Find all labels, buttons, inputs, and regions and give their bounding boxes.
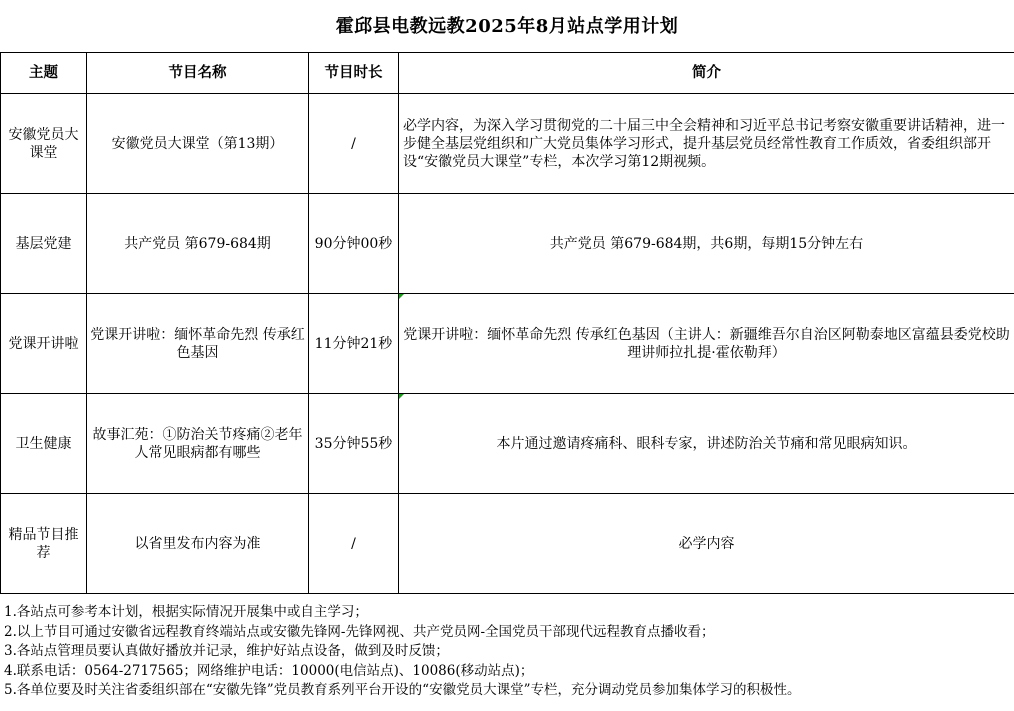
header-program-name: 节目名称 xyxy=(87,53,309,94)
comment-marker-icon xyxy=(399,394,404,399)
row-duration: 11分钟21秒 xyxy=(309,294,399,394)
table-row xyxy=(1,394,1014,494)
table-row xyxy=(1,294,1014,394)
note-line: 2.以上节目可通过安徽省远程教育终端站点或安徽先锋网-先锋网视、共产党员网-全国党员干部现代远程教育点播收看； xyxy=(4,623,715,640)
row-program-name: 安徽党员大课堂（第13期） xyxy=(87,94,309,194)
row-duration: 35分钟55秒 xyxy=(309,394,399,494)
row-program-name: 共产党员 第679-684期 xyxy=(87,194,309,294)
row-program-name: 以省里发布内容为准 xyxy=(87,494,309,594)
table-row xyxy=(1,94,1014,194)
row-program-name: 故事汇苑：①防治关节疼痛②老年人常见眼病都有哪些 xyxy=(87,394,309,494)
plan-table xyxy=(0,52,1014,594)
row-intro: 必学内容，为深入学习贯彻党的二十届三中全会精神和习近平总书记考察安徽重要讲话精神，进一步健全基层党组织和广大党员集体学习形式，提升基层党员经常性教育工作质效，省委组织部开设“安徽党员大课堂”专栏，本次学习第12期视频。 xyxy=(399,94,1014,194)
row-program-name: 党课开讲啦：缅怀革命先烈 传承红色基因 xyxy=(87,294,309,394)
row-duration: 90分钟00秒 xyxy=(309,194,399,294)
note-line: 4.联系电话：0564-2717565；网络维护电话：10000(电信站点)、10086(移动站点)； xyxy=(4,662,534,679)
header-duration: 节目时长 xyxy=(309,53,399,94)
header-intro: 简介 xyxy=(399,53,1014,94)
row-intro xyxy=(399,294,1014,394)
note-line: 3.各站点管理员要认真做好播放并记录，维护好站点设备，做到及时反馈； xyxy=(4,643,449,660)
row-intro-text: 党课开讲啦：缅怀革命先烈 传承红色基因（主讲人：新疆维吾尔自治区阿勒泰地区富蕴县委党校助理讲师拉扎提·霍依勒拜） xyxy=(403,326,1010,361)
row-intro xyxy=(399,394,1014,494)
page-title: 霍邱县电教远教2025年8月站点学用计划 xyxy=(335,16,679,37)
row-topic: 卫生健康 xyxy=(1,394,87,494)
row-topic: 精品节目推荐 xyxy=(1,494,87,594)
row-intro-text: 本片通过邀请疼痛科、眼科专家，讲述防治关节痛和常见眼病知识。 xyxy=(496,435,917,452)
row-topic: 安徽党员大课堂 xyxy=(1,94,87,194)
row-topic: 党课开讲啦 xyxy=(1,294,87,394)
table-row xyxy=(1,494,1014,594)
table-header-row xyxy=(1,53,1014,94)
row-duration: / xyxy=(309,494,399,594)
table-row xyxy=(1,194,1014,294)
comment-marker-icon xyxy=(399,294,404,299)
note-line: 1.各站点可参考本计划，根据实际情况开展集中或自主学习； xyxy=(4,604,368,620)
row-intro: 必学内容 xyxy=(399,494,1014,594)
header-topic: 主题 xyxy=(1,53,87,94)
row-topic: 基层党建 xyxy=(1,194,87,294)
note-line: 5.各单位要及时关注省委组织部在“安徽先锋”党员教育系列平台开设的“安徽党员大课堂”专栏，充分调动党员参加集体学习的积极性。 xyxy=(4,682,801,699)
notes xyxy=(4,603,1010,701)
row-duration: / xyxy=(309,94,399,194)
row-intro: 共产党员 第679-684期，共6期，每期15分钟左右 xyxy=(399,194,1014,294)
